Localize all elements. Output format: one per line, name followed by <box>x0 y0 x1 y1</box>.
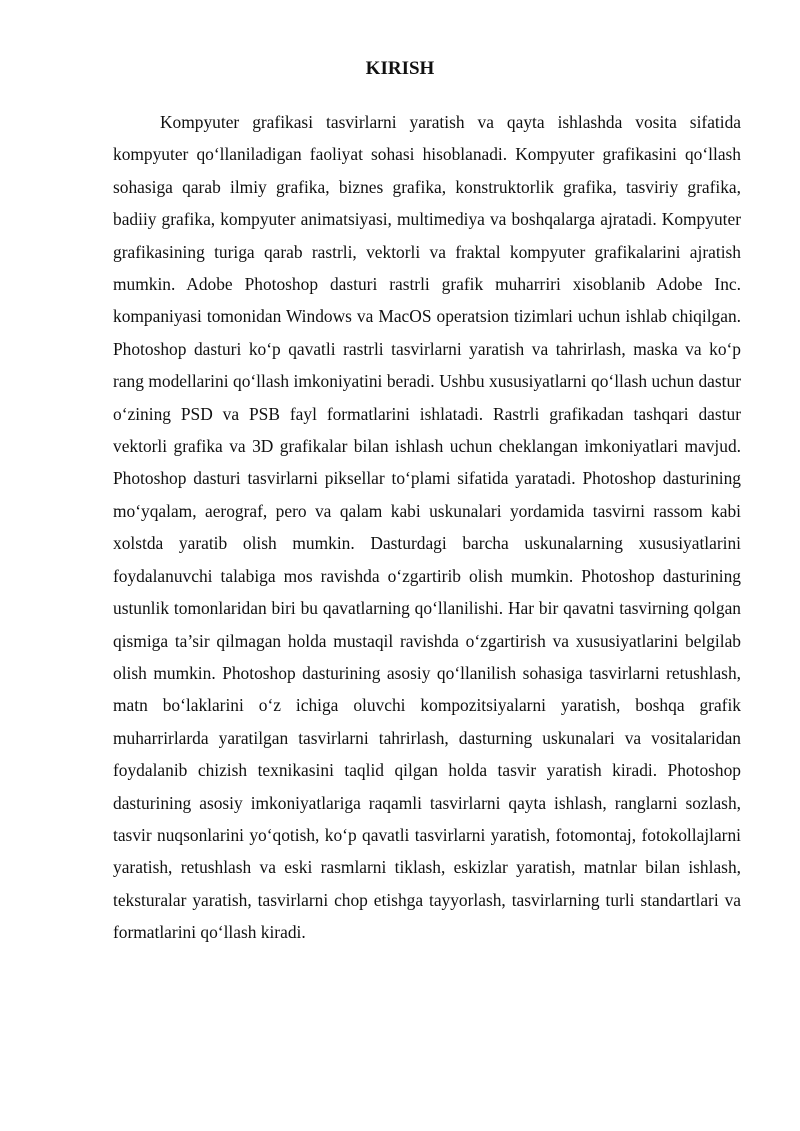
body-paragraph: Kompyuter grafikasi tasvirlarni yaratish va qayta ishlashda vosita sifatida kompyuter qo‘llaniladigan faoliyat sohasi hisoblanadi. Kompyuter grafikasini qo‘llash sohasiga qarab ilmiy grafika, biznes grafika, konstruktorlik grafika, tasviriy grafika, badiiy grafika, kompyuter animatsiyasi, multimediya va boshqalarga ajratadi. Kompyuter grafikasining turiga qarab rastrli, vektorli va fraktal kompyuter grafikalarini ajratish mumkin. Adobe Photoshop dasturi rastrli grafik muharriri xisoblanib Adobe Inc. kompaniyasi tomonidan Windows va MacOS operatsion tizimlari uchun ishlab chiqilgan. Photoshop dasturi ko‘p qavatli rastrli tasvirlarni yaratish va tahrirlash, maska va ko‘p rang modellarini qo‘llash imkoniyatini beradi. Ushbu xususiyatlarni qo‘llash uchun dastur o‘zining PSD va PSB fayl formatlarini ishlatadi. Rastrli grafikadan tashqari dastur vektorli grafika va 3D grafikalar bilan ishlash uchun cheklangan imkoniyatlari mavjud. Photoshop dasturi tasvirlarni piksellar to‘plami sifatida yaratadi. Photoshop dasturining mo‘yqalam, aerograf, pero va qalam kabi uskunalari yordamida tasvirni rassom kabi xolstda yaratib olish mumkin. Dasturdagi barcha uskunalarning xususiyatlarini foydalanuvchi talabiga mos ravishda o‘zgartirib olish mumkin. Photoshop dasturining ustunlik tomonlaridan biri bu qavatlarning qo‘llanilishi. Har bir qavatni tasvirning qolgan qismiga ta’sir qilmagan holda mustaqil ravishda o‘zgartirish va xususiyatlarini belgilab olish mumkin. Photoshop dasturining asosiy qo‘llanilish sohasiga tasvirlarni retushlash, matn bo‘laklarini o‘z ichiga oluvchi kompozitsiyalarni yaratish, boshqa grafik muharrirlarda yaratilgan tasvirlarni tahrirlash, dasturning uskunalari va vositalaridan foydalanib chizish texnikasini taqlid qilgan holda tasvir yaratish kiradi. Photoshop dasturining asosiy imkoniyatlariga raqamli tasvirlarni qayta ishlash, ranglarni sozlash, tasvir nuqsonlarini yo‘qotish, ko‘p qavatli tasvirlarni yaratish, fotomontaj, fotokollajlarni yaratish, retushlash va eski rasmlarni tiklash, eskizlar yaratish, matnlar bilan ishlash, teksturalar yaratish, tasvirlarni chop etishga tayyorlash, tasvirlarning turli standartlari va formatlarini qo‘llash kiradi. <box>113 112 741 943</box>
page-title: KIRISH <box>365 58 435 79</box>
